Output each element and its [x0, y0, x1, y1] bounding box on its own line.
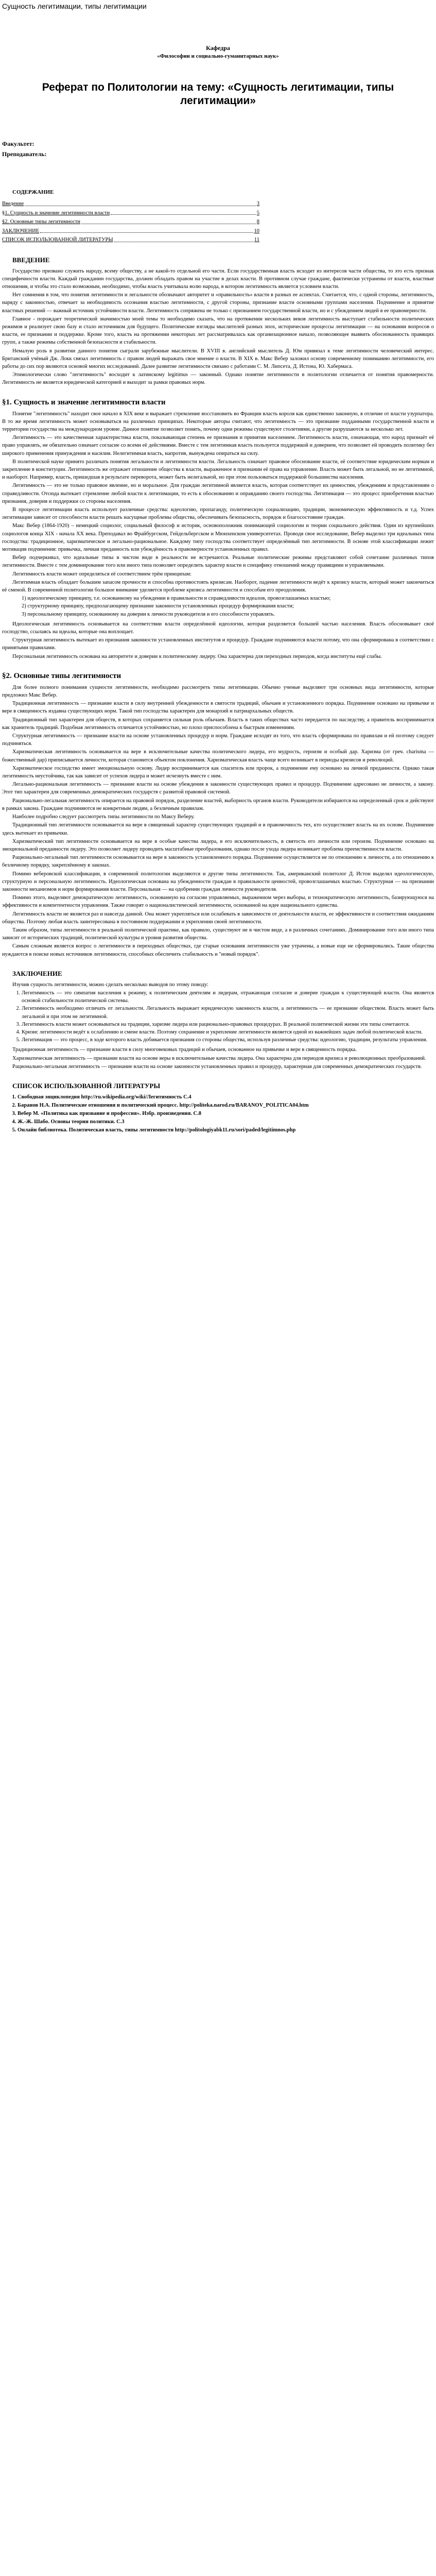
reference-item[interactable]: 1. Свободная энциклопедия http://ru.wikipedia.org/wiki/Легитимность С.4 [18, 1093, 434, 1101]
paragraph: Харизматический тип легитимности основывается на вере в особые качества лидера, в его исключительность, в святость его личности или героизм. Подчинение основано на эмоциональной преданности лидеру. Это позволяет лидеру проводить масштабные преобразования, однако после ухода лидера возникает проблема преемственности власти. [2, 838, 434, 852]
section1-heading: §1. Сущность и значение легитимности власти [2, 398, 166, 406]
section1-after [2, 620, 434, 660]
paragraph: Государство призвано служить народу, всему обществу, а не какой-то отдельной его части. Если государственная власть исходит из интересов части общества, то это есть признак специфичности власти. Каждый гражданин государства, должен обладать правом на участие в делах власти. В противном случае граждане, фактически устранены от власти, властные отношения, и чтобы это стало возможным, необходимо, чтобы власть учитывала волю народа, в котором легитимность является условием власти. [2, 268, 434, 290]
list-item: 2) структурному принципу, предполагающему признание законности установленных процедур формирования власти; [22, 603, 294, 609]
paragraph: Рационально-легальная легитимность опирается на правовой порядок, разделение властей, выборность органов власти. Руководители избираются на определенный срок и действуют в рамках закона. Граждане подчиняются не конкретным людям, а безличным правилам. [2, 798, 434, 811]
paragraph: Понятие "легитимность" находит свое начало в XIX веке и выражает стремление восстановить во Франции власть короля как единственно законную, в отличие от власти узурпатора. В то же время легитимность может основываться на различных принципах. Некоторые авторы считают, что легитимность — это признание подданными государственной власти и территории государства на международном уровне. Данное понятие позволяет понять, почему одни режимы существуют столетиями, а другие разрушаются за несколько лет. [2, 411, 434, 432]
faculty-name: «Философии и социально-гуманитарных наук» [157, 53, 279, 59]
paragraph: Традиционный тип легитимности основывается на вере в священный характер существующих традиций и в правомочность тех, кто осуществляет власть на их основе. Подчинение здесь вытекает из привычки. [2, 822, 434, 836]
list-item: 3) персональному принципу, основанному на доверии к личности руководителя и его способности управлять. [22, 611, 275, 617]
paragraph: Традиционный тип характерен для обществ, в которых сохраняется сильная роль обычаев. Власть в таких обществах часто передается по наследству, а правитель воспринимается как хранитель традиций. Подобная легитимность отличается устойчивостью, но плохо приспособлена к быстрым изменениям. [2, 717, 434, 731]
paragraph: Рационально-легальный тип легитимности основывается на вере в законность установленного порядка. Подчинение осуществляется не по отношению к личности, а по отношению к безличному порядку, закреплённому в законах. [2, 855, 434, 869]
list-item: 3. Легитимность власти может основываться на традиции, харизме лидера или рационально-правовых процедурах. В реальной политической жизни эти типы сочетаются. [22, 1021, 434, 1028]
paragraph: Таким образом, типы легитимности в реальной политической практике, как правило, существуют не в чистом виде, а в различных сочетаниях. Доминирование того или иного типа зависит от исторических традиций, политической культуры и уровня развития общества. [2, 927, 434, 941]
paragraph: Наиболее подробно следует рассмотреть типы легитимности по Максу Веберу. [12, 814, 195, 820]
list-item: 5. Легитимация — это процесс, в ходе которого власть добивается признания со стороны общества, используя различные средства: идеологию, традиции, результаты управления. [22, 1036, 434, 1044]
paragraph: Помимо этого, выделяют демократическую легитимность, основанную на согласии управляемых, выраженном через выборы, и технократическую легитимность, базирующуюся на эффективности и компетентности управления. Также говорят о националистической легитимности, основанной на идее национального единства. [2, 895, 434, 909]
teacher-field-label: Преподаватель: [2, 150, 47, 158]
reference-item[interactable]: 2. Баранов Н.А. Политические отношения и политический процесс. http://politeka.narod.ru/BARANOV_POLITICA04.htm [18, 1101, 434, 1110]
conclusion-heading: ЗАКЛЮЧЕНИЕ [12, 969, 62, 977]
paragraph: Легитимность — это не только правовое явление, но и моральное. Для граждан легитимной является власть, которая соответствует их ценностям, убеждениям и представлениям о справедливости. Отсюда вытекает стремление любой власти к легитимации, то есть к обоснованию и оправданию своего господства. Легитимация — это процесс приобретения властью признания, доверия и поддержки со стороны населения. [2, 483, 434, 504]
paragraph: Макс Вебер (1864-1920) – немецкий социолог, социальный философ и историк, основоположник понимающей социологии и теории социального действия. Один из крупнейших социологов конца XIX - начала XX века. Преподавал во Фрайбургском, Гейдельбергском и Мюнхенском университетах. Проводя свое исследование, Вебер выделил три идеальных типа господства: традиционное, харизматическое и легально-рациональное. Каждому типу господства соответствует определённый тип легитимности. В основе этой классификации лежит мотивация подчинения: привычка, личная преданность или убеждённость в правомерности установленных правил. [2, 523, 434, 552]
paragraph: Харизматическая легитимность — признание власти на основе веры в исключительные качества лидера. Она характерна для периодов кризиса и революционных преобразований. [12, 1055, 426, 1061]
conclusion-list [2, 989, 434, 1044]
paragraph: Харизматическая легитимность основывается на вере в исключительные качества политического лидера, его мудрость, героизм и особый дар. Харизма (от греч. charisma — божественный дар) приписывается личности, которая становится объектом поклонения. Харизматическая власть чаще всего возникает в периоды кризисов и революций. [2, 749, 434, 763]
paragraph: Легитимная власть обладает большим запасом прочности и способна противостоять кризисам. Наоборот, падение легитимности ведёт к кризису власти, который может закончиться её сменой. В современной политологии большое внимание уделяется проблеме кризиса легитимности и способам его преодоления. [2, 579, 434, 594]
paragraph: Рационально-легальная легитимность — признание власти на основе законности установленных правил и процедур, характерная для современных демократических государств. [12, 1063, 422, 1070]
list-item: 4. Кризис легитимности ведёт к ослаблению и смене власти. Поэтому сохранение и укрепление легитимности является одной из важнейших задач любой политической власти. [22, 1028, 434, 1036]
reference-item[interactable]: 5. Онлайн библиотека. Политическая власть, типы легитимности http://politologiyabk11.ru/sori/paded/legitimnos.php [18, 1126, 434, 1134]
paragraph: Легитимность власти не является раз и навсегда данной. Она может укрепляться или ослабевать в зависимости от деятельности власти, ее эффективности и соответствия ожиданиям общества. Поэтому любая власть заинтересована в постоянном поддержании и укреплении своей легитимности. [2, 911, 434, 925]
list-item: 1. Легитимность — это симпатия населения к режиму, к политическим деятелям и лидерам, отражающая согласие и доверие граждан к существующей власти. Она является основой стабильности политической системы. [22, 989, 434, 1005]
department-label: Кафедра [206, 44, 230, 52]
legitimacy-criteria-list [2, 595, 434, 618]
paragraph: Легитимность власти может определяться её соответствием трём принципам: [12, 571, 191, 577]
toc-item[interactable]: ЗАКЛЮЧЕНИЕ 10 [2, 227, 259, 236]
document-title: Сущность легитимации, типы легитимации [2, 2, 147, 10]
paragraph: Легально-рациональная легитимность — признание власти на основе убеждения в законности существующих правил и процедур. Подчинение адресовано не личности, а закону. Этот тип характерен для современных демократических государств с развитой правовой системой. [2, 782, 434, 795]
meta-block [2, 139, 434, 159]
section2-body [2, 684, 434, 958]
intro-heading: ВВЕДЕНИЕ [12, 256, 50, 264]
section2-heading: §2. Основные типы легитимности [2, 671, 121, 680]
references-heading: СПИСОК ИСПОЛЬЗОВАННОЙ ЛИТЕРАТУРЫ [12, 1081, 161, 1090]
paragraph: Главное - порождает теоретической значимостью моей темы то необходимо сказать, что на протяжении нескольких веков легитимность выступает стабильности политических режимов и реализует свою базу и стало источником для будущего. Политические взгляды мыслителей разных эпох, исторические процессы легитимации — на основании вопросов о власти, ее признании и поддержке. Кроме того, власть на протяжении некоторых лет рассматривалась как организационное начало, позволяющее выявить обоснованность правящих групп, а также режимы собственной безопасности и стабильности. [2, 316, 434, 346]
intro-body [2, 267, 434, 387]
toc-item[interactable]: §1. Сущность и значение легитимности власти 5 [2, 209, 259, 218]
paragraph: Структурная легитимность вытекает из признания законности установленных институтов и процедур. Граждане подчиняются власти потому, что она сформирована в соответствии с принятыми правилами. [2, 637, 434, 651]
table-of-contents [2, 199, 434, 245]
section1-body [2, 410, 434, 595]
reference-item[interactable]: 4. Ж.-Ж. Шабо. Основы теории политики. С.3 [18, 1118, 434, 1126]
paragraph: В процессе легитимации власть использует различные средства: идеологию, пропаганду, политическую социализацию, традиции, экономическую эффективность и т.д. Успех легитимации зависит от способности власти решать насущные проблемы общества, обеспечивать безопасность, порядок и благосостояние граждан. [2, 506, 434, 521]
paragraph: Персональная легитимность основана на авторитете и доверии к политическому лидеру. Она характерна для переходных периодов, когда институты ещё слабы. [12, 653, 382, 659]
paragraph: В политической науке принято различать понятия легальности и легитимности власти. Легальность означает правовое обоснование власти, её соответствие юридическим нормам и закрепление в конституции. Легитимность же отражает отношение общества к власти, выраженное в признании её права на управление. Власть может быть легальной, но не легитимной, и наоборот. Например, власть, пришедшая в результате переворота, может быть нелегальной, но при этом пользоваться поддержкой большинства населения. [2, 459, 434, 481]
essay-title: Реферат по Политологии на тему: «Сущность легитимации, типы легитимации» [42, 81, 394, 107]
paragraph: Для более полного понимания сущности легитимности, необходимо рассмотреть типы легитимации. Обычно ученые выделяют три основных вида легитимности, которые предложил Макс Вебер. [2, 684, 434, 699]
paragraph: Традиционная легитимность — признание власти в силу внутренней убежденности в святости традиций, обычаев и установленного порядка. Подчинение основано на привычке и вере в священность издавна существующих норм. Такой тип господства характерен для монархий и патриархальных обществ. [2, 701, 434, 715]
paragraph: Харизматическое господство имеет эмоциональную основу. Лидер воспринимается как спаситель или пророк, а подчинение ему основано на личной преданности. Однако такая легитимность неустойчива, так как зависит от успехов лидера и может исчезнуть вместе с ним. [2, 765, 434, 779]
paragraph: Этимологически слово "легитимность" восходит к латинскому legitimus — законный. Однако понятие легитимности в политологии отличается от понятия правомерности. Легитимность не является юридической категорией и выходит за рамки правовых норм. [2, 372, 434, 386]
paragraph: Легитимность — это качественная характеристика власти, показывающая степень ее признания и принятия населением. Легитимность власти, означающая, что народ признаёт её право управлять, не обязательно означает согласие со всеми её действиями. Вместе с тем легитимная власть пользуется поддержкой и доверием, что позволяет ей проводить политику без широкого применения принуждения и насилия. Нелегитимная власть, напротив, вынуждена опираться на силу. [2, 435, 434, 456]
paragraph: Идеологическая легитимность основывается на соответствии власти определённой идеологии, которая разделяется большей частью населения. Власть обосновывает своё господство, ссылаясь на идеалы, которые она воплощает. [2, 621, 434, 635]
paragraph: Традиционная легитимность — признание власти в силу многовековых традиций и обычаев, основанное на привычке и вере в священность порядка. [12, 1047, 357, 1053]
references-list [2, 1093, 434, 1134]
toc-item[interactable]: §2. Основные типы легитимности 8 [2, 217, 259, 227]
paragraph: Структурная легитимность — признание власти на основе установленных процедур и норм. Граждане исходят из того, что власть сформирована по правилам и ей поэтому следует подчиняться. [2, 733, 434, 747]
faculty-field-label: Факультет: [2, 140, 34, 147]
toc-item[interactable]: СПИСОК ИСПОЛЬЗОВАННОЙ ЛИТЕРАТУРЫ 11 [2, 235, 259, 245]
conclusion-body [2, 1046, 434, 1071]
paragraph: Вебер подчеркивал, что идеальные типы в чистом виде в реальности не встречаются. Реальные политические режимы представляют собой сочетание различных типов легитимности. Вместе с тем доминирование того или иного типа позволяет определить характер власти и специфику отношений между правящими и управляемыми. [2, 555, 434, 569]
conclusion-intro: Изучив сущность легитимности, можно сделать несколько выводов по этому поводу: [12, 981, 208, 988]
list-item: 1) идеологическому принципу, т.е. основанному на убеждении в правильности и справедливости идеалов, провозглашаемых властью; [22, 596, 331, 602]
reference-item[interactable]: 3. Вебер М. «Политика как призвание и профессия». Избр. произведения. С.8 [18, 1110, 434, 1118]
toc-title: СОДЕРЖАНИЕ [12, 189, 54, 195]
paragraph: Нет сомнения в том, что понятия легитимности и легальности обозначают авторитет и «правильность» власти в разных ее аспектах. Считается, что, с одной стороны, легитимность, наряду с законностью, отвечает за необходимость осознания властью легитимности, с другой стороны, признание власти основными группами населения. Подчинение и принятие властных решений — важный источник устойчивости власти. Легитимность сопряжена не только с признанием государственной власти, но и с убеждением людей в ее правомерности. [2, 292, 434, 314]
list-item: 2. Легитимность необходимо отличать от легальности. Легальность выражает юридическую законность власти, а легитимность — ее признание обществом. Власть может быть легальной и при этом не легитимной. [22, 1005, 434, 1020]
title-page [2, 44, 434, 245]
paragraph: Самым сложным является вопрос о легитимности в переходных обществах, где старые основания легитимности уже утрачены, а новые еще не сформировались. Такие общества нуждаются в поиске новых источников легитимности, способных обеспечить стабильность и "новый порядок". [2, 943, 434, 957]
toc-item[interactable]: Введение 3 [2, 199, 259, 209]
paragraph: Немалую роль в развитии данного понятия сыграли зарубежные мыслители. В XVIII в. английский мыслитель Д. Юм привязал к теме легитимности человеческий интерес. Британский учёный Дж. Локк связал легитимность с правом людей выражать свое мнение о власти. В XIX в. Макс Вебер заложил основу современному пониманию легитимности, его работы до сих пор являются основой многих исследований. Далее развитие легитимности связано с работами С. М. Липсета, Д. Истона, Ю. Хабермаса. [2, 348, 434, 369]
paragraph: Помимо веберовской классификации, в современной политологии выделяются и другие типы легитимности. Так, американский политолог Д. Истон выделял идеологическую, структурную и персональную легитимность. Идеологическая основана на убежденности граждан в правильности ценностей, провозглашаемых властью. Структурная — на признании законности механизмов и норм формирования власти. Персональная — на одобрении граждан личности руководителя. [2, 871, 434, 892]
